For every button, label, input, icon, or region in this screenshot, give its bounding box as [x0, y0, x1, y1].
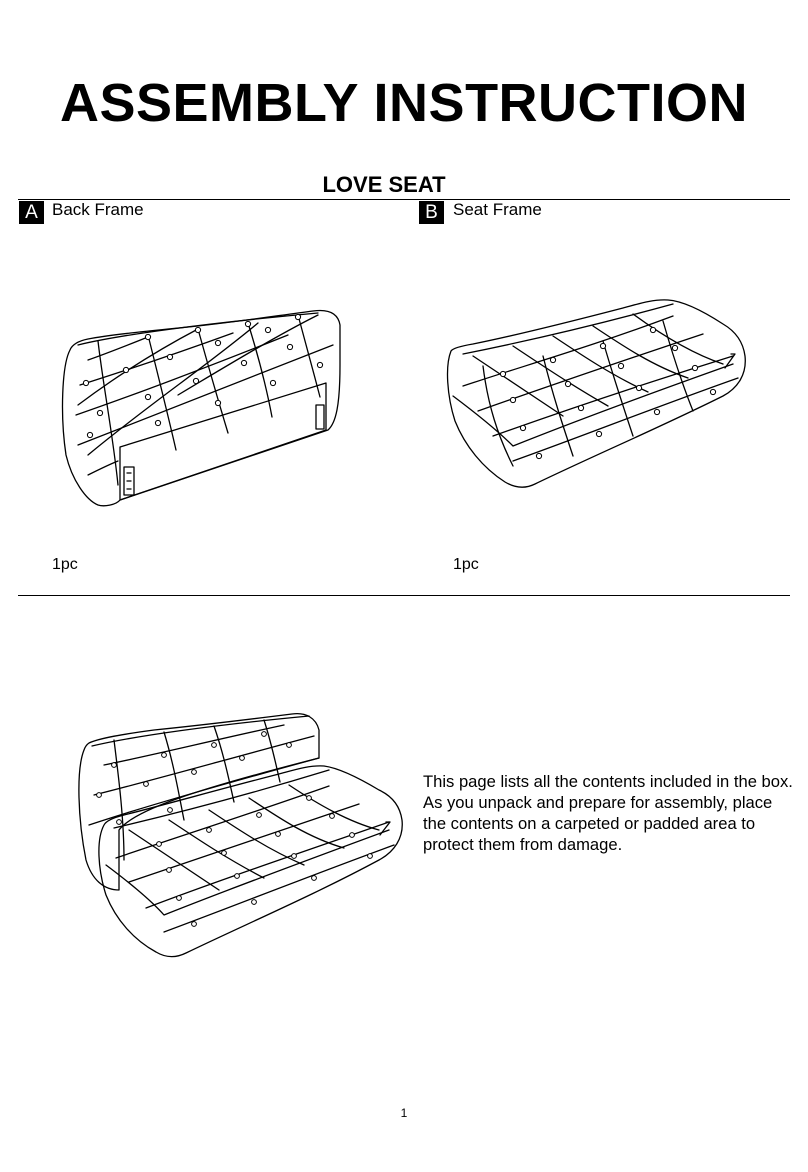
- part-b-label: Seat Frame: [453, 200, 542, 219]
- part-a-label: Back Frame: [52, 200, 144, 219]
- product-name: LOVE SEAT: [322, 172, 446, 197]
- part-b-quantity: 1pc: [453, 556, 479, 573]
- part-a-badge: A: [19, 201, 44, 224]
- page-number: 1: [400, 1106, 408, 1120]
- part-b-badge: B: [419, 201, 444, 224]
- product-subtitle: [0, 172, 768, 198]
- part-a-quantity: 1pc: [52, 556, 78, 573]
- page-title: ASSEMBLY INSTRUCTION: [59, 73, 749, 133]
- assembled-love-seat-illustration: [74, 710, 419, 960]
- contents-description: This page lists all the contents included in the box. As you unpack and prepare for assembly, place the contents on a carpeted or padded area to protect them from damage.: [423, 772, 793, 854]
- middle-divider: [18, 595, 790, 596]
- seat-frame-illustration: [443, 296, 753, 491]
- back-frame-illustration: [58, 305, 348, 510]
